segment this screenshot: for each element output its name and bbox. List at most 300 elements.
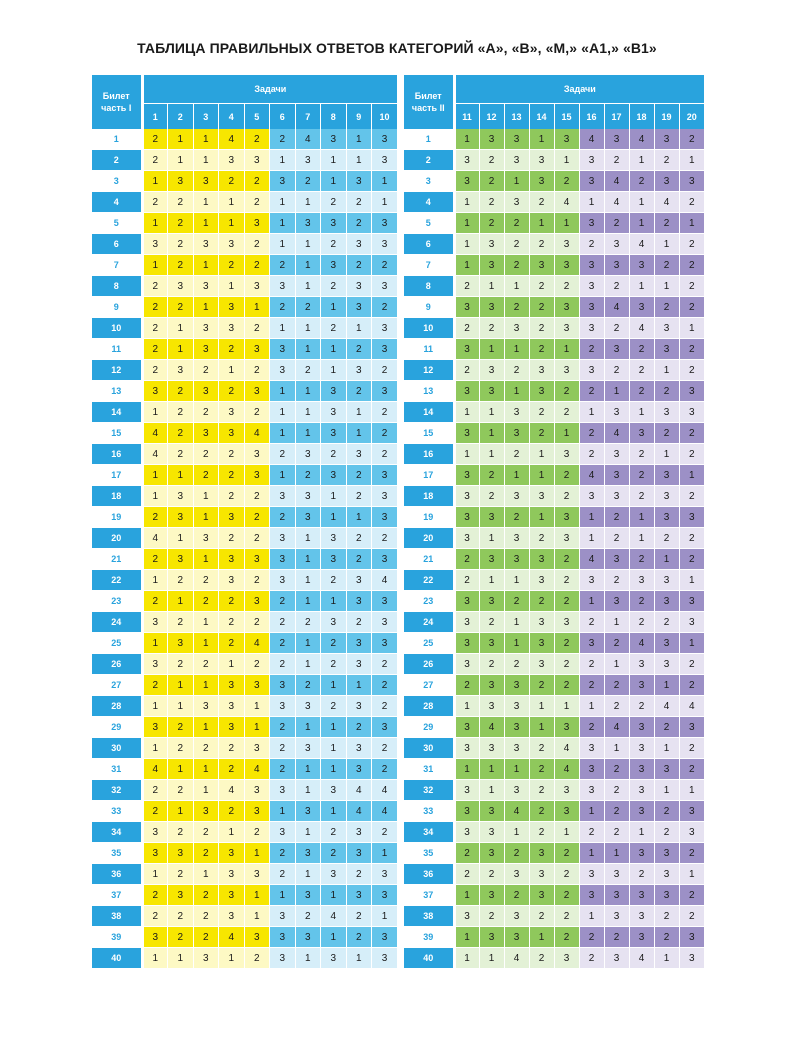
table-row — [92, 339, 397, 360]
answer-cell: 1 — [479, 948, 504, 969]
answer-cell: 4 — [604, 423, 629, 444]
answer-cell: 3 — [219, 570, 245, 591]
answer-cell: 3 — [372, 381, 398, 402]
table-row — [92, 276, 397, 297]
answer-cell: 2 — [654, 927, 679, 948]
ticket-column-header — [404, 75, 454, 129]
table-row — [404, 717, 704, 738]
answer-cell: 3 — [504, 696, 529, 717]
answer-cell: 3 — [529, 549, 554, 570]
answer-cell: 3 — [504, 402, 529, 423]
answer-cell: 2 — [193, 822, 219, 843]
answer-cell: 3 — [529, 486, 554, 507]
answer-cell: 3 — [454, 906, 479, 927]
answer-cell: 3 — [654, 570, 679, 591]
answer-cell: 1 — [579, 906, 604, 927]
answer-cell: 3 — [479, 675, 504, 696]
answer-cell: 1 — [454, 885, 479, 906]
answer-cell: 2 — [321, 276, 347, 297]
answer-cell: 2 — [321, 633, 347, 654]
answer-cell: 1 — [142, 570, 168, 591]
answer-cell: 3 — [504, 780, 529, 801]
answer-cell: 2 — [479, 192, 504, 213]
question-number: 13 — [504, 104, 529, 130]
answer-cell: 3 — [193, 948, 219, 969]
table-row — [404, 780, 704, 801]
answer-cell: 3 — [454, 507, 479, 528]
table-row — [92, 549, 397, 570]
answer-cell: 2 — [244, 570, 270, 591]
table-row — [404, 423, 704, 444]
answer-cell: 2 — [554, 927, 579, 948]
table-row — [404, 843, 704, 864]
answer-cell: 3 — [504, 927, 529, 948]
answer-cell: 1 — [629, 402, 654, 423]
answer-cell: 3 — [679, 801, 704, 822]
answer-cell: 2 — [372, 255, 398, 276]
answer-cell: 3 — [604, 591, 629, 612]
answer-cell: 3 — [504, 486, 529, 507]
answer-cell: 1 — [142, 486, 168, 507]
answer-cell: 1 — [504, 822, 529, 843]
table-row — [92, 654, 397, 675]
answer-cell: 3 — [454, 738, 479, 759]
answer-cell: 3 — [479, 801, 504, 822]
answer-cell: 3 — [321, 528, 347, 549]
answer-cell: 4 — [554, 192, 579, 213]
answer-cell: 2 — [454, 570, 479, 591]
ticket-number: 9 — [92, 297, 142, 318]
answer-cell: 1 — [454, 192, 479, 213]
answer-cell: 2 — [679, 129, 704, 150]
answer-cell: 3 — [479, 234, 504, 255]
answer-cell: 3 — [579, 570, 604, 591]
answer-cell: 3 — [219, 843, 245, 864]
answer-cell: 1 — [529, 129, 554, 150]
answer-cell: 3 — [454, 465, 479, 486]
answer-cell: 1 — [219, 192, 245, 213]
ticket-number: 32 — [404, 780, 454, 801]
answer-cell: 2 — [295, 612, 321, 633]
answer-cell: 2 — [168, 864, 194, 885]
answer-cell: 2 — [372, 738, 398, 759]
ticket-number: 25 — [92, 633, 142, 654]
ticket-number: 7 — [404, 255, 454, 276]
answer-cell: 3 — [193, 696, 219, 717]
answer-cell: 1 — [679, 213, 704, 234]
answer-cell: 3 — [604, 444, 629, 465]
answer-cell: 2 — [346, 465, 372, 486]
question-number: 9 — [346, 104, 372, 130]
answer-cell: 3 — [270, 675, 296, 696]
answer-cell: 3 — [372, 717, 398, 738]
answer-cell: 1 — [372, 843, 398, 864]
answer-cell: 4 — [372, 570, 398, 591]
answer-cell: 2 — [529, 297, 554, 318]
answer-cell: 1 — [604, 843, 629, 864]
answer-cell: 2 — [579, 717, 604, 738]
table-row — [92, 486, 397, 507]
answer-cell: 1 — [295, 948, 321, 969]
answer-cell: 2 — [142, 318, 168, 339]
answer-cell: 2 — [554, 171, 579, 192]
answer-cell: 2 — [679, 843, 704, 864]
answer-cell: 3 — [454, 633, 479, 654]
table-row — [92, 171, 397, 192]
question-number: 16 — [579, 104, 604, 130]
answer-cell: 3 — [529, 885, 554, 906]
answer-cell: 3 — [295, 150, 321, 171]
answer-cell: 3 — [629, 885, 654, 906]
answer-cell: 2 — [504, 360, 529, 381]
answer-cell: 2 — [504, 507, 529, 528]
answer-cell: 3 — [244, 591, 270, 612]
answer-cell: 1 — [654, 948, 679, 969]
table-row — [404, 129, 704, 150]
answer-cell: 1 — [629, 276, 654, 297]
answer-cell: 2 — [219, 339, 245, 360]
answer-cell: 1 — [168, 759, 194, 780]
answer-cell: 2 — [604, 822, 629, 843]
answer-cell: 4 — [504, 801, 529, 822]
answer-cell: 3 — [244, 276, 270, 297]
answer-cell: 2 — [168, 213, 194, 234]
answer-cell: 2 — [654, 423, 679, 444]
answer-cell: 2 — [604, 675, 629, 696]
answer-cell: 2 — [270, 738, 296, 759]
answer-cell: 4 — [372, 780, 398, 801]
answer-cell: 2 — [219, 738, 245, 759]
answer-cell: 2 — [168, 297, 194, 318]
answer-cell: 2 — [679, 675, 704, 696]
answer-cell: 3 — [346, 738, 372, 759]
answer-cell: 3 — [346, 843, 372, 864]
answer-cell: 1 — [654, 780, 679, 801]
answer-cell: 1 — [529, 507, 554, 528]
answer-cell: 2 — [604, 318, 629, 339]
answer-cell: 1 — [270, 402, 296, 423]
answer-cell: 3 — [454, 486, 479, 507]
table-row — [92, 927, 397, 948]
answer-cell: 3 — [579, 297, 604, 318]
ticket-number: 10 — [92, 318, 142, 339]
answer-cell: 3 — [219, 423, 245, 444]
answer-cell: 2 — [579, 948, 604, 969]
answer-cell: 2 — [579, 654, 604, 675]
answer-cell: 4 — [142, 759, 168, 780]
answer-cell: 1 — [346, 402, 372, 423]
answer-cell: 4 — [604, 171, 629, 192]
ticket-number: 15 — [92, 423, 142, 444]
answer-cell: 3 — [244, 339, 270, 360]
answer-cell: 1 — [193, 612, 219, 633]
ticket-number: 26 — [404, 654, 454, 675]
answer-cell: 2 — [270, 864, 296, 885]
answer-cell: 2 — [346, 381, 372, 402]
answer-cell: 3 — [479, 129, 504, 150]
answer-cell: 3 — [372, 549, 398, 570]
answer-cell: 2 — [244, 129, 270, 150]
answer-cell: 2 — [629, 339, 654, 360]
answer-cell: 1 — [504, 633, 529, 654]
answer-cell: 1 — [629, 507, 654, 528]
answer-cell: 1 — [168, 528, 194, 549]
answer-cell: 2 — [321, 192, 347, 213]
answer-cell: 3 — [579, 738, 604, 759]
answer-cell: 1 — [454, 696, 479, 717]
answer-cell: 2 — [346, 255, 372, 276]
ticket-number: 4 — [92, 192, 142, 213]
answer-cell: 3 — [479, 843, 504, 864]
answer-cell: 3 — [295, 696, 321, 717]
answer-cell: 1 — [504, 339, 529, 360]
answer-cell: 2 — [554, 276, 579, 297]
table-row — [404, 276, 704, 297]
answer-cell: 3 — [479, 885, 504, 906]
answer-cell: 3 — [454, 528, 479, 549]
answer-cell: 2 — [244, 654, 270, 675]
answer-cell: 1 — [270, 213, 296, 234]
ticket-number: 14 — [92, 402, 142, 423]
ticket-number: 29 — [92, 717, 142, 738]
answer-cell: 4 — [579, 465, 604, 486]
answer-cell: 2 — [629, 360, 654, 381]
answer-cell: 3 — [193, 276, 219, 297]
table-row — [92, 780, 397, 801]
answer-cell: 3 — [579, 150, 604, 171]
answer-cell: 3 — [679, 402, 704, 423]
answer-cell: 1 — [244, 843, 270, 864]
answer-cell: 3 — [479, 381, 504, 402]
answer-cell: 3 — [629, 780, 654, 801]
ticket-number: 17 — [404, 465, 454, 486]
question-number: 19 — [654, 104, 679, 130]
answer-cell: 3 — [270, 948, 296, 969]
answer-cell: 3 — [244, 213, 270, 234]
answer-cell: 2 — [346, 717, 372, 738]
answer-cell: 2 — [346, 192, 372, 213]
answer-cell: 1 — [454, 948, 479, 969]
ticket-number: 36 — [404, 864, 454, 885]
answer-cell: 3 — [654, 486, 679, 507]
answer-cell: 1 — [244, 885, 270, 906]
answer-cell: 3 — [654, 654, 679, 675]
answer-cell: 3 — [295, 486, 321, 507]
answer-cell: 4 — [679, 696, 704, 717]
table-row — [404, 801, 704, 822]
table-row — [404, 339, 704, 360]
answer-cell: 4 — [629, 633, 654, 654]
answer-cell: 3 — [244, 444, 270, 465]
answer-cell: 2 — [654, 822, 679, 843]
answer-cell: 1 — [295, 549, 321, 570]
table-row — [92, 213, 397, 234]
table-row — [404, 402, 704, 423]
answer-cell: 2 — [679, 360, 704, 381]
answer-cell: 3 — [504, 738, 529, 759]
answer-cell: 3 — [142, 717, 168, 738]
answer-cell: 3 — [244, 549, 270, 570]
answer-cell: 1 — [244, 696, 270, 717]
answer-cell: 3 — [346, 276, 372, 297]
answer-cell: 3 — [529, 171, 554, 192]
answer-cell: 3 — [295, 213, 321, 234]
answer-cell: 1 — [193, 780, 219, 801]
answer-cell: 2 — [529, 402, 554, 423]
answer-cell: 3 — [372, 612, 398, 633]
answer-cell: 2 — [295, 675, 321, 696]
ticket-number: 34 — [92, 822, 142, 843]
question-number: 10 — [372, 104, 398, 130]
table-row — [92, 507, 397, 528]
answer-cell: 2 — [346, 612, 372, 633]
answer-cell: 1 — [193, 759, 219, 780]
answer-cell: 2 — [168, 780, 194, 801]
answer-cell: 1 — [295, 381, 321, 402]
answer-cell: 3 — [604, 864, 629, 885]
answer-cell: 2 — [554, 549, 579, 570]
answer-cell: 2 — [504, 255, 529, 276]
answer-cell: 3 — [554, 780, 579, 801]
answer-cell: 3 — [346, 570, 372, 591]
answer-cell: 3 — [604, 234, 629, 255]
answer-cell: 1 — [193, 864, 219, 885]
answer-cell: 2 — [554, 402, 579, 423]
answer-cell: 1 — [346, 318, 372, 339]
answer-cell: 2 — [142, 780, 168, 801]
table-row — [92, 612, 397, 633]
answer-cell: 3 — [579, 864, 604, 885]
answer-cell: 1 — [295, 654, 321, 675]
answer-cell: 3 — [372, 948, 398, 969]
ticket-number: 13 — [404, 381, 454, 402]
answer-cell: 3 — [270, 486, 296, 507]
answer-cell: 3 — [142, 822, 168, 843]
answer-cell: 1 — [295, 822, 321, 843]
answer-cell: 3 — [604, 339, 629, 360]
answer-cell: 1 — [168, 465, 194, 486]
answer-cell: 1 — [346, 675, 372, 696]
answer-cell: 3 — [454, 591, 479, 612]
answer-cell: 3 — [554, 948, 579, 969]
answer-cell: 2 — [654, 801, 679, 822]
answer-cell: 2 — [554, 654, 579, 675]
ticket-number: 16 — [404, 444, 454, 465]
answer-cell: 1 — [629, 213, 654, 234]
answer-cell: 3 — [554, 612, 579, 633]
answer-cell: 2 — [321, 696, 347, 717]
answer-cell: 1 — [321, 507, 347, 528]
ticket-number: 25 — [404, 633, 454, 654]
answer-cell: 2 — [454, 276, 479, 297]
answer-cell: 3 — [629, 255, 654, 276]
answer-cell: 3 — [629, 906, 654, 927]
answer-cell: 2 — [372, 423, 398, 444]
answer-cell: 3 — [654, 171, 679, 192]
question-number: 18 — [629, 104, 654, 130]
ticket-number: 22 — [404, 570, 454, 591]
answer-cell: 1 — [479, 780, 504, 801]
ticket-number: 28 — [404, 696, 454, 717]
answer-cell: 2 — [679, 423, 704, 444]
answer-cell: 3 — [454, 822, 479, 843]
ticket-number: 5 — [404, 213, 454, 234]
answer-cell: 1 — [504, 570, 529, 591]
answer-cell: 1 — [295, 759, 321, 780]
answer-cell: 2 — [604, 507, 629, 528]
answer-cell: 2 — [168, 717, 194, 738]
answer-cell: 2 — [529, 339, 554, 360]
answer-cell: 2 — [193, 465, 219, 486]
answer-cell: 3 — [579, 213, 604, 234]
answer-cell: 1 — [679, 465, 704, 486]
answer-cell: 2 — [504, 234, 529, 255]
table-row — [404, 612, 704, 633]
answer-cell: 1 — [579, 591, 604, 612]
table-row — [92, 675, 397, 696]
answer-cell: 1 — [295, 717, 321, 738]
table-row — [404, 507, 704, 528]
table-row — [92, 234, 397, 255]
ticket-number: 8 — [404, 276, 454, 297]
answer-cell: 3 — [193, 528, 219, 549]
answer-cell: 4 — [244, 759, 270, 780]
ticket-number: 36 — [92, 864, 142, 885]
answer-cell: 2 — [219, 444, 245, 465]
answer-cell: 2 — [346, 486, 372, 507]
answer-cell: 4 — [244, 423, 270, 444]
answer-cell: 4 — [554, 759, 579, 780]
ticket-label-line2: часть II — [411, 103, 445, 113]
answer-cell: 3 — [504, 528, 529, 549]
answer-cell: 3 — [295, 801, 321, 822]
table-row — [404, 948, 704, 969]
answer-cell: 3 — [346, 360, 372, 381]
answer-cell: 3 — [295, 444, 321, 465]
answer-cell: 3 — [629, 759, 654, 780]
question-number: 1 — [142, 104, 168, 130]
answer-cell: 3 — [579, 759, 604, 780]
answer-cell: 3 — [193, 423, 219, 444]
answer-cell: 2 — [270, 255, 296, 276]
answer-cell: 1 — [479, 339, 504, 360]
answer-cell: 2 — [346, 549, 372, 570]
answer-cell: 3 — [219, 717, 245, 738]
answer-cell: 1 — [454, 402, 479, 423]
answer-cell: 1 — [321, 486, 347, 507]
answer-cell: 3 — [654, 318, 679, 339]
answer-cell: 3 — [372, 591, 398, 612]
table-row — [404, 528, 704, 549]
answer-cell: 3 — [142, 654, 168, 675]
answer-cell: 1 — [554, 696, 579, 717]
answer-cell: 1 — [504, 276, 529, 297]
answer-cell: 2 — [244, 948, 270, 969]
answer-cell: 2 — [504, 213, 529, 234]
answer-cell: 2 — [629, 549, 654, 570]
tasks-header: Задачи — [142, 75, 397, 104]
answer-cell: 1 — [295, 402, 321, 423]
table-row — [404, 234, 704, 255]
answer-cell: 1 — [244, 906, 270, 927]
answer-cell: 2 — [142, 276, 168, 297]
table-row — [404, 759, 704, 780]
answer-cell: 2 — [479, 171, 504, 192]
answer-cell: 4 — [654, 192, 679, 213]
answer-cell: 3 — [554, 129, 579, 150]
ticket-number: 28 — [92, 696, 142, 717]
answer-cell: 1 — [479, 759, 504, 780]
